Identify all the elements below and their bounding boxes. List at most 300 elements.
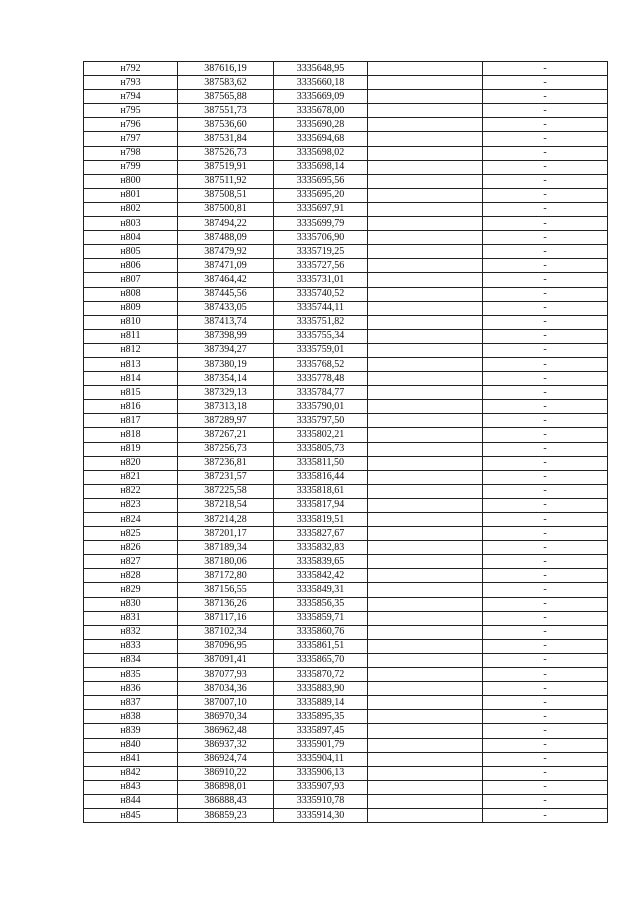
point-name-cell: н845 — [84, 808, 178, 822]
table-row — [84, 357, 608, 371]
point-name-cell: н799 — [84, 160, 178, 174]
empty-cell — [368, 752, 483, 766]
y-coordinate-cell: 3335697,91 — [274, 202, 368, 216]
empty-cell — [368, 794, 483, 808]
dash-cell: - — [483, 231, 608, 245]
x-coordinate-cell: 387511,92 — [178, 174, 274, 188]
x-coordinate-cell: 387551,73 — [178, 104, 274, 118]
dash-cell: - — [483, 386, 608, 400]
x-coordinate-cell: 387218,54 — [178, 498, 274, 512]
dash-cell: - — [483, 259, 608, 273]
empty-cell — [368, 780, 483, 794]
y-coordinate-cell: 3335648,95 — [274, 62, 368, 76]
table-row — [84, 611, 608, 625]
x-coordinate-cell: 387616,19 — [178, 62, 274, 76]
point-name-cell: н815 — [84, 386, 178, 400]
dash-cell: - — [483, 456, 608, 470]
y-coordinate-cell: 3335819,51 — [274, 513, 368, 527]
dash-cell: - — [483, 104, 608, 118]
table-row — [84, 555, 608, 569]
table-row — [84, 682, 608, 696]
point-name-cell: н806 — [84, 259, 178, 273]
x-coordinate-cell: 387500,81 — [178, 202, 274, 216]
empty-cell — [368, 146, 483, 160]
point-name-cell: н831 — [84, 611, 178, 625]
x-coordinate-cell: 387214,28 — [178, 513, 274, 527]
x-coordinate-cell: 387413,74 — [178, 315, 274, 329]
x-coordinate-cell: 386910,22 — [178, 766, 274, 780]
point-name-cell: н816 — [84, 400, 178, 414]
y-coordinate-cell: 3335797,50 — [274, 414, 368, 428]
x-coordinate-cell: 387117,16 — [178, 611, 274, 625]
dash-cell: - — [483, 668, 608, 682]
y-coordinate-cell: 3335784,77 — [274, 386, 368, 400]
x-coordinate-cell: 387329,13 — [178, 386, 274, 400]
x-coordinate-cell: 387156,55 — [178, 583, 274, 597]
point-name-cell: н820 — [84, 456, 178, 470]
x-coordinate-cell: 386859,23 — [178, 808, 274, 822]
y-coordinate-cell: 3335744,11 — [274, 301, 368, 315]
x-coordinate-cell: 387479,92 — [178, 245, 274, 259]
empty-cell — [368, 583, 483, 597]
x-coordinate-cell: 387583,62 — [178, 76, 274, 90]
y-coordinate-cell: 3335778,48 — [274, 372, 368, 386]
empty-cell — [368, 245, 483, 259]
point-name-cell: н813 — [84, 357, 178, 371]
empty-cell — [368, 428, 483, 442]
x-coordinate-cell: 387433,05 — [178, 301, 274, 315]
table-row — [84, 668, 608, 682]
empty-cell — [368, 710, 483, 724]
empty-cell — [368, 188, 483, 202]
x-coordinate-cell: 387201,17 — [178, 527, 274, 541]
table-row — [84, 639, 608, 653]
empty-cell — [368, 315, 483, 329]
dash-cell: - — [483, 76, 608, 90]
y-coordinate-cell: 3335805,73 — [274, 442, 368, 456]
y-coordinate-cell: 3335727,56 — [274, 259, 368, 273]
point-name-cell: н838 — [84, 710, 178, 724]
empty-cell — [368, 202, 483, 216]
x-coordinate-cell: 387471,09 — [178, 259, 274, 273]
x-coordinate-cell: 387526,73 — [178, 146, 274, 160]
table-row — [84, 456, 608, 470]
table-row — [84, 780, 608, 794]
coordinates-table-body — [84, 62, 608, 823]
point-name-cell: н840 — [84, 738, 178, 752]
table-row — [84, 315, 608, 329]
table-row — [84, 597, 608, 611]
x-coordinate-cell: 387445,56 — [178, 287, 274, 301]
table-row — [84, 498, 608, 512]
empty-cell — [368, 668, 483, 682]
y-coordinate-cell: 3335690,28 — [274, 118, 368, 132]
point-name-cell: н797 — [84, 132, 178, 146]
x-coordinate-cell: 387091,41 — [178, 653, 274, 667]
x-coordinate-cell: 387077,93 — [178, 668, 274, 682]
dash-cell: - — [483, 682, 608, 696]
y-coordinate-cell: 3335901,79 — [274, 738, 368, 752]
point-name-cell: н803 — [84, 217, 178, 231]
y-coordinate-cell: 3335842,42 — [274, 569, 368, 583]
point-name-cell: н844 — [84, 794, 178, 808]
y-coordinate-cell: 3335859,71 — [274, 611, 368, 625]
dash-cell: - — [483, 357, 608, 371]
x-coordinate-cell: 387394,27 — [178, 343, 274, 357]
empty-cell — [368, 231, 483, 245]
point-name-cell: н828 — [84, 569, 178, 583]
empty-cell — [368, 400, 483, 414]
empty-cell — [368, 738, 483, 752]
empty-cell — [368, 625, 483, 639]
empty-cell — [368, 498, 483, 512]
y-coordinate-cell: 3335817,94 — [274, 498, 368, 512]
dash-cell: - — [483, 583, 608, 597]
point-name-cell: н809 — [84, 301, 178, 315]
point-name-cell: н798 — [84, 146, 178, 160]
dash-cell: - — [483, 696, 608, 710]
dash-cell: - — [483, 217, 608, 231]
empty-cell — [368, 724, 483, 738]
y-coordinate-cell: 3335827,67 — [274, 527, 368, 541]
x-coordinate-cell: 387354,14 — [178, 372, 274, 386]
table-row — [84, 470, 608, 484]
dash-cell: - — [483, 160, 608, 174]
table-row — [84, 259, 608, 273]
empty-cell — [368, 766, 483, 780]
dash-cell: - — [483, 513, 608, 527]
point-name-cell: н832 — [84, 625, 178, 639]
y-coordinate-cell: 3335914,30 — [274, 808, 368, 822]
y-coordinate-cell: 3335790,01 — [274, 400, 368, 414]
table-row — [84, 329, 608, 343]
dash-cell: - — [483, 118, 608, 132]
x-coordinate-cell: 387256,73 — [178, 442, 274, 456]
point-name-cell: н819 — [84, 442, 178, 456]
table-row — [84, 146, 608, 160]
x-coordinate-cell: 387488,09 — [178, 231, 274, 245]
point-name-cell: н801 — [84, 188, 178, 202]
table-row — [84, 583, 608, 597]
x-coordinate-cell: 387096,95 — [178, 639, 274, 653]
x-coordinate-cell: 387398,99 — [178, 329, 274, 343]
empty-cell — [368, 527, 483, 541]
table-row — [84, 808, 608, 822]
empty-cell — [368, 808, 483, 822]
point-name-cell: н843 — [84, 780, 178, 794]
point-name-cell: н827 — [84, 555, 178, 569]
point-name-cell: н794 — [84, 90, 178, 104]
point-name-cell: н823 — [84, 498, 178, 512]
empty-cell — [368, 653, 483, 667]
y-coordinate-cell: 3335897,45 — [274, 724, 368, 738]
y-coordinate-cell: 3335910,78 — [274, 794, 368, 808]
y-coordinate-cell: 3335678,00 — [274, 104, 368, 118]
dash-cell: - — [483, 343, 608, 357]
table-row — [84, 569, 608, 583]
x-coordinate-cell: 387531,84 — [178, 132, 274, 146]
y-coordinate-cell: 3335895,35 — [274, 710, 368, 724]
table-row — [84, 202, 608, 216]
empty-cell — [368, 343, 483, 357]
table-row — [84, 710, 608, 724]
empty-cell — [368, 357, 483, 371]
y-coordinate-cell: 3335849,31 — [274, 583, 368, 597]
dash-cell: - — [483, 315, 608, 329]
table-row — [84, 287, 608, 301]
x-coordinate-cell: 387519,91 — [178, 160, 274, 174]
y-coordinate-cell: 3335818,61 — [274, 484, 368, 498]
point-name-cell: н830 — [84, 597, 178, 611]
dash-cell: - — [483, 639, 608, 653]
coordinates-table — [83, 61, 608, 823]
y-coordinate-cell: 3335706,90 — [274, 231, 368, 245]
x-coordinate-cell: 387007,10 — [178, 696, 274, 710]
dash-cell: - — [483, 794, 608, 808]
table-row — [84, 343, 608, 357]
x-coordinate-cell: 387180,06 — [178, 555, 274, 569]
table-row — [84, 738, 608, 752]
point-name-cell: н817 — [84, 414, 178, 428]
empty-cell — [368, 386, 483, 400]
table-row — [84, 541, 608, 555]
point-name-cell: н800 — [84, 174, 178, 188]
x-coordinate-cell: 387565,88 — [178, 90, 274, 104]
table-row — [84, 90, 608, 104]
empty-cell — [368, 484, 483, 498]
x-coordinate-cell: 386970,34 — [178, 710, 274, 724]
dash-cell: - — [483, 188, 608, 202]
y-coordinate-cell: 3335839,65 — [274, 555, 368, 569]
table-row — [84, 118, 608, 132]
x-coordinate-cell: 387034,36 — [178, 682, 274, 696]
dash-cell: - — [483, 62, 608, 76]
empty-cell — [368, 104, 483, 118]
y-coordinate-cell: 3335861,51 — [274, 639, 368, 653]
dash-cell: - — [483, 470, 608, 484]
empty-cell — [368, 639, 483, 653]
dash-cell: - — [483, 329, 608, 343]
dash-cell: - — [483, 738, 608, 752]
point-name-cell: н837 — [84, 696, 178, 710]
dash-cell: - — [483, 808, 608, 822]
point-name-cell: н826 — [84, 541, 178, 555]
table-row — [84, 724, 608, 738]
table-row — [84, 442, 608, 456]
table-row — [84, 386, 608, 400]
dash-cell: - — [483, 428, 608, 442]
y-coordinate-cell: 3335856,35 — [274, 597, 368, 611]
table-row — [84, 653, 608, 667]
point-name-cell: н829 — [84, 583, 178, 597]
y-coordinate-cell: 3335865,70 — [274, 653, 368, 667]
empty-cell — [368, 611, 483, 625]
y-coordinate-cell: 3335740,52 — [274, 287, 368, 301]
y-coordinate-cell: 3335816,44 — [274, 470, 368, 484]
dash-cell: - — [483, 484, 608, 498]
point-name-cell: н835 — [84, 668, 178, 682]
empty-cell — [368, 160, 483, 174]
point-name-cell: н805 — [84, 245, 178, 259]
table-row — [84, 132, 608, 146]
y-coordinate-cell: 3335699,79 — [274, 217, 368, 231]
y-coordinate-cell: 3335731,01 — [274, 273, 368, 287]
table-row — [84, 400, 608, 414]
empty-cell — [368, 513, 483, 527]
x-coordinate-cell: 387494,22 — [178, 217, 274, 231]
empty-cell — [368, 456, 483, 470]
empty-cell — [368, 696, 483, 710]
dash-cell: - — [483, 611, 608, 625]
point-name-cell: н818 — [84, 428, 178, 442]
table-row — [84, 696, 608, 710]
point-name-cell: н821 — [84, 470, 178, 484]
x-coordinate-cell: 387136,26 — [178, 597, 274, 611]
dash-cell: - — [483, 766, 608, 780]
dash-cell: - — [483, 498, 608, 512]
empty-cell — [368, 62, 483, 76]
table-row — [84, 372, 608, 386]
point-name-cell: н810 — [84, 315, 178, 329]
y-coordinate-cell: 3335768,52 — [274, 357, 368, 371]
point-name-cell: н833 — [84, 639, 178, 653]
dash-cell: - — [483, 414, 608, 428]
table-row — [84, 217, 608, 231]
point-name-cell: н807 — [84, 273, 178, 287]
dash-cell: - — [483, 202, 608, 216]
point-name-cell: н824 — [84, 513, 178, 527]
empty-cell — [368, 90, 483, 104]
dash-cell: - — [483, 653, 608, 667]
point-name-cell: н842 — [84, 766, 178, 780]
empty-cell — [368, 76, 483, 90]
empty-cell — [368, 329, 483, 343]
point-name-cell: н796 — [84, 118, 178, 132]
table-row — [84, 428, 608, 442]
empty-cell — [368, 273, 483, 287]
dash-cell: - — [483, 625, 608, 639]
point-name-cell: н834 — [84, 653, 178, 667]
y-coordinate-cell: 3335695,20 — [274, 188, 368, 202]
dash-cell: - — [483, 90, 608, 104]
y-coordinate-cell: 3335870,72 — [274, 668, 368, 682]
y-coordinate-cell: 3335695,56 — [274, 174, 368, 188]
y-coordinate-cell: 3335860,76 — [274, 625, 368, 639]
empty-cell — [368, 442, 483, 456]
table-row — [84, 62, 608, 76]
y-coordinate-cell: 3335832,83 — [274, 541, 368, 555]
table-row — [84, 160, 608, 174]
point-name-cell: н814 — [84, 372, 178, 386]
dash-cell: - — [483, 146, 608, 160]
x-coordinate-cell: 387267,21 — [178, 428, 274, 442]
dash-cell: - — [483, 710, 608, 724]
dash-cell: - — [483, 174, 608, 188]
empty-cell — [368, 217, 483, 231]
empty-cell — [368, 555, 483, 569]
table-row — [84, 76, 608, 90]
dash-cell: - — [483, 780, 608, 794]
empty-cell — [368, 541, 483, 555]
dash-cell: - — [483, 273, 608, 287]
x-coordinate-cell: 387236,81 — [178, 456, 274, 470]
table-row — [84, 513, 608, 527]
x-coordinate-cell: 387172,80 — [178, 569, 274, 583]
table-row — [84, 766, 608, 780]
table-row — [84, 273, 608, 287]
dash-cell: - — [483, 372, 608, 386]
y-coordinate-cell: 3335660,18 — [274, 76, 368, 90]
empty-cell — [368, 682, 483, 696]
y-coordinate-cell: 3335889,14 — [274, 696, 368, 710]
point-name-cell: н808 — [84, 287, 178, 301]
table-row — [84, 174, 608, 188]
x-coordinate-cell: 387231,57 — [178, 470, 274, 484]
point-name-cell: н792 — [84, 62, 178, 76]
point-name-cell: н795 — [84, 104, 178, 118]
empty-cell — [368, 372, 483, 386]
table-row — [84, 231, 608, 245]
point-name-cell: н802 — [84, 202, 178, 216]
empty-cell — [368, 301, 483, 315]
table-row — [84, 414, 608, 428]
x-coordinate-cell: 387102,34 — [178, 625, 274, 639]
y-coordinate-cell: 3335802,21 — [274, 428, 368, 442]
y-coordinate-cell: 3335907,93 — [274, 780, 368, 794]
table-row — [84, 245, 608, 259]
table-row — [84, 104, 608, 118]
empty-cell — [368, 470, 483, 484]
empty-cell — [368, 414, 483, 428]
dash-cell: - — [483, 541, 608, 555]
dash-cell: - — [483, 527, 608, 541]
y-coordinate-cell: 3335698,02 — [274, 146, 368, 160]
table-row — [84, 527, 608, 541]
point-name-cell: н804 — [84, 231, 178, 245]
empty-cell — [368, 259, 483, 273]
x-coordinate-cell: 386937,32 — [178, 738, 274, 752]
point-name-cell: н811 — [84, 329, 178, 343]
y-coordinate-cell: 3335883,90 — [274, 682, 368, 696]
empty-cell — [368, 597, 483, 611]
empty-cell — [368, 287, 483, 301]
point-name-cell: н825 — [84, 527, 178, 541]
dash-cell: - — [483, 400, 608, 414]
x-coordinate-cell: 387508,51 — [178, 188, 274, 202]
dash-cell: - — [483, 597, 608, 611]
dash-cell: - — [483, 287, 608, 301]
table-row — [84, 752, 608, 766]
x-coordinate-cell: 387189,34 — [178, 541, 274, 555]
y-coordinate-cell: 3335906,13 — [274, 766, 368, 780]
point-name-cell: н793 — [84, 76, 178, 90]
x-coordinate-cell: 386962,48 — [178, 724, 274, 738]
empty-cell — [368, 118, 483, 132]
dash-cell: - — [483, 569, 608, 583]
x-coordinate-cell: 387313,18 — [178, 400, 274, 414]
x-coordinate-cell: 387380,19 — [178, 357, 274, 371]
table-row — [84, 301, 608, 315]
point-name-cell: н836 — [84, 682, 178, 696]
dash-cell: - — [483, 724, 608, 738]
y-coordinate-cell: 3335694,68 — [274, 132, 368, 146]
table-row — [84, 625, 608, 639]
x-coordinate-cell: 387289,97 — [178, 414, 274, 428]
empty-cell — [368, 132, 483, 146]
dash-cell: - — [483, 132, 608, 146]
table-row — [84, 188, 608, 202]
y-coordinate-cell: 3335751,82 — [274, 315, 368, 329]
